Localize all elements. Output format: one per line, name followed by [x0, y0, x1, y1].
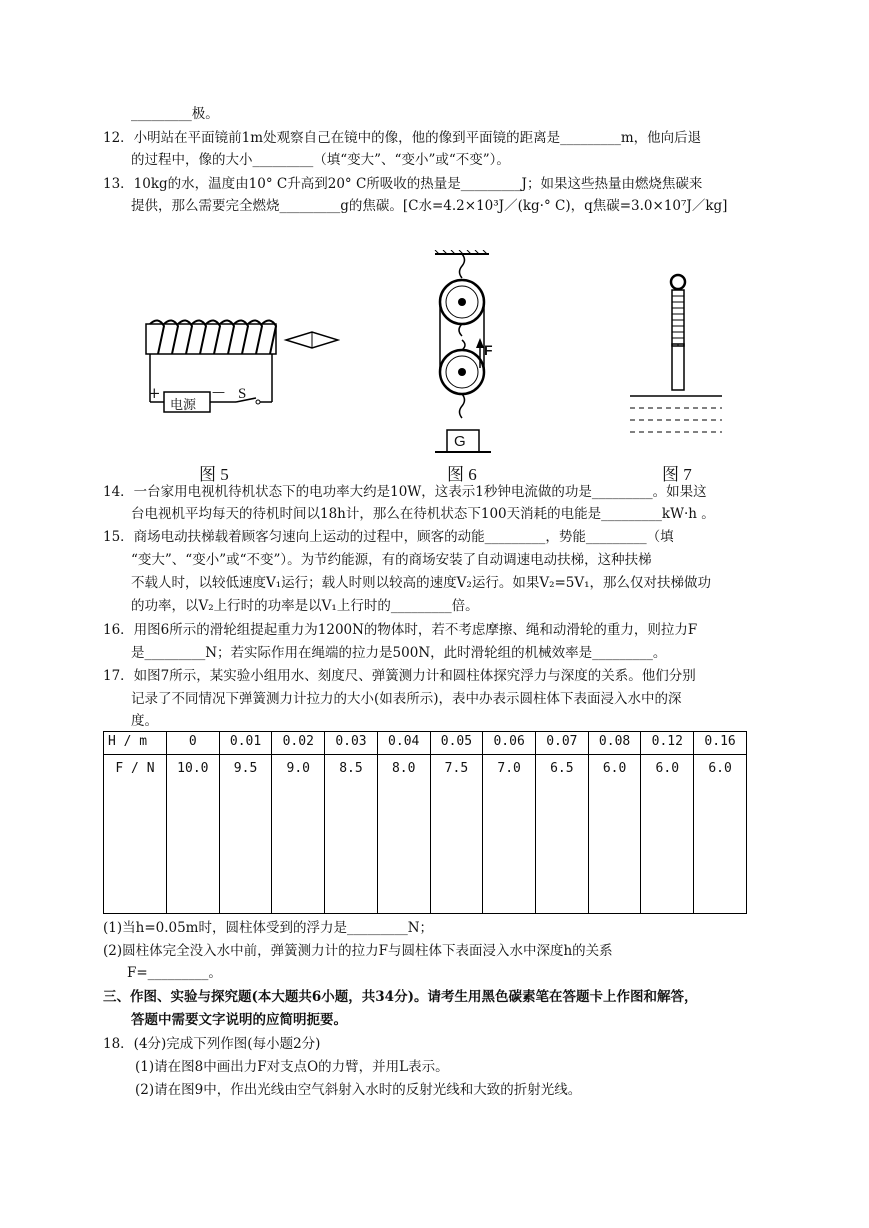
question-17-line-2: 记录了不同情况下弹簧测力计拉力的大小(如表所示)，表中办表示圆柱体下表面浸入水中的深 — [131, 691, 682, 707]
section-3-heading-line-2: 答题中需要文字说明的应简明扼要。 — [131, 1012, 347, 1028]
table-cell: 0.04 — [377, 732, 430, 755]
table-cell: 6.0 — [588, 755, 641, 914]
question-13-line-1: 13．10kg的水，温度由10° C升高到20° C所吸收的热量是_________J；如果这些热量由燃烧焦碳来 — [103, 176, 703, 192]
figure-7-caption: 图 7 — [662, 465, 692, 484]
switch-label: S — [238, 386, 247, 402]
force-label: F — [484, 342, 493, 358]
question-15-line-1: 15．商场电动扶梯载着顾客匀速向上运动的过程中，顾客的动能_________，势能_________（填 — [103, 529, 674, 545]
table-cell: 7.5 — [430, 755, 483, 914]
question-12-line-2: 的过程中，像的大小_________（填“变大”、“变小”或“不变”）。 — [131, 152, 510, 168]
table-cell: 6.0 — [641, 755, 694, 914]
table-cell: 7.0 — [483, 755, 536, 914]
table-cell: 9.5 — [219, 755, 272, 914]
table-cell: 0.05 — [430, 732, 483, 755]
table-row-h — [104, 732, 747, 755]
table-cell: 0.01 — [219, 732, 272, 755]
question-14-line-1: 14．一台家用电视机待机状态下的电功率大约是10W，这表示1秒钟电流做的功是_________。如果这 — [103, 484, 707, 500]
table-cell: 0 — [166, 732, 219, 755]
data-table — [103, 731, 747, 914]
figure-5-caption: 图 5 — [199, 465, 229, 484]
table-cell: 0.03 — [325, 732, 378, 755]
subquestion-1: (1)当h=0.05m时，圆柱体受到的浮力是_________N； — [103, 920, 434, 936]
section-3-heading-line-1: 三、作图、实验与探究题(本大题共6小题，共34分)。请考生用黑色碳素笔在答题卡上作图和解答， — [103, 989, 698, 1005]
minus-sign: — — [212, 385, 225, 400]
question-18-part-1: (1)请在图8中画出力F对支点O的力臂，并用L表示。 — [135, 1059, 449, 1075]
question-17-line-1: 17．如图7所示，某实验小组用水、刻度尺、弹簧测力计和圆柱体探究浮力与深度的关系。他们分别 — [103, 668, 696, 684]
table-cell: 0.12 — [641, 732, 694, 755]
table-header-f: F / N — [104, 755, 167, 914]
table-cell: 0.08 — [588, 732, 641, 755]
table-cell: 0.16 — [694, 732, 747, 755]
question-16-line-1: 16．用图6所示的滑轮组提起重力为1200N的物体时，若不考虑摩擦、绳和动滑轮的重力，则拉力F — [103, 622, 698, 638]
figure-6-pulley — [425, 250, 515, 460]
table-cell: 8.0 — [377, 755, 430, 914]
subquestion-2-answer: F=_________。 — [127, 965, 222, 981]
table-cell: 9.0 — [272, 755, 325, 914]
table-cell: 6.0 — [694, 755, 747, 914]
question-18-part-2: (2)请在图9中，作出光线由空气斜射入水时的反射光线和大致的折射光线。 — [135, 1082, 582, 1098]
table-cell: 0.07 — [536, 732, 589, 755]
table-cell: 8.5 — [325, 755, 378, 914]
question-15-line-3: 不载人时，以较低速度V₁运行；载人时则以较高的速度V₂运行。如果V₂=5V₁，那么仅对扶梯做功 — [131, 575, 712, 591]
question-15-line-2: “变大”、“变小”或“不变”）。为节约能源，有的商场安装了自动调速电动扶梯，这种扶梯 — [131, 552, 652, 568]
table-header-h: H / m — [104, 732, 167, 755]
table-cell: 10.0 — [166, 755, 219, 914]
text-line: _________极。 — [131, 106, 219, 122]
table-cell: 6.5 — [536, 755, 589, 914]
question-12-line-1: 12．小明站在平面镜前1m处观察自己在镜中的像，他的像到平面镜的距离是_________m，他向后退 — [103, 130, 702, 146]
question-18: 18．(4分)完成下列作图(每小题2分) — [103, 1036, 321, 1052]
plus-sign: + — [148, 384, 161, 402]
subquestion-2: (2)圆柱体完全没入水中前，弹簧测力计的拉力F与圆柱体下表面浸入水中深度h的关系 — [103, 943, 613, 959]
weight-label: G — [454, 433, 466, 450]
question-14-line-2: 台电视机平均每天的待机时间以18h计，那么在待机状态下100天消耗的电能是_________kW·h 。 — [131, 506, 715, 522]
question-15-line-4: 的功率，以V₂上行时的功率是以V₁上行时的_________倍。 — [131, 598, 479, 614]
power-supply-label: 电源 — [170, 398, 197, 413]
question-16-line-2: 是_________N；若实际作用在绳端的拉力是500N，此时滑轮组的机械效率是_________。 — [131, 645, 667, 661]
table-cell: 0.06 — [483, 732, 536, 755]
question-17-line-3: 度。 — [131, 713, 158, 729]
figure-7-spring-scale — [626, 272, 726, 442]
question-13-line-2: 提供，那么需要完全燃烧_________g的焦碳。[C水=4.2×10³J／(kg·° C)，q焦碳=3.0×10⁷J／kg] — [131, 198, 728, 214]
table-row-f — [104, 755, 747, 914]
table-cell: 0.02 — [272, 732, 325, 755]
figure-6-caption: 图 6 — [447, 465, 477, 484]
